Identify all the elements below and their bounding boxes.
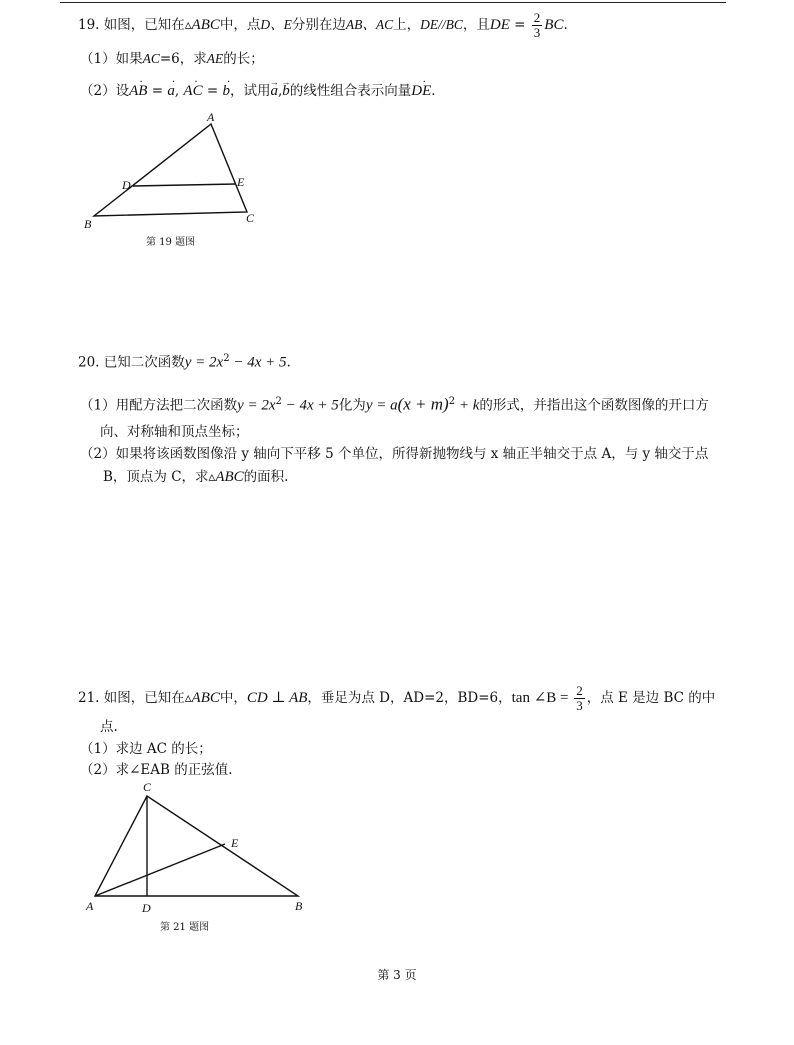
q19-part1: （1）如果AC=6，求AE的长；: [80, 51, 264, 67]
q19-triangle-figure: [80, 112, 270, 237]
q19-label-d: D: [122, 178, 131, 192]
q21-part1: （1）求边 AC 的长；: [80, 741, 212, 757]
q21-stem: 21. 如图，已知在▵ABC中，CD ⊥ AB，垂足为点 D，AD=2，BD=6，tan ∠B = $\frac{2}{3}$ ，点 E 是边 BC 的中: [78, 683, 716, 713]
q19-triangle-abc: [94, 124, 247, 216]
q21-label-c: C: [143, 780, 152, 794]
q21-stem-cont: 点.: [100, 719, 118, 735]
q19-segment-de: [133, 184, 236, 186]
page-number: 第 3 页: [377, 968, 417, 982]
q19-label-a: A: [207, 110, 215, 124]
q20-part1: （1）用配方法把二次函数$y = 2x^2 - 4x + 5$化为$y = a(x + m)^2 + k$的形式，并指出这个函数图像的开口方: [80, 394, 709, 414]
q21-caption: 第 21 题图: [160, 922, 210, 933]
q20-stem: 20. 已知二次函数$y = 2x^2 - 4x + 5$.: [78, 353, 291, 371]
q19-caption: 第 19 题图: [146, 237, 196, 248]
q20-part1-cont: 向、对称轴和顶点坐标；: [100, 424, 249, 440]
q20-part2-cont: B，顶点为 C，求▵ABC的面积.: [103, 469, 289, 485]
q19-fraction: $\frac{2}{3}$: [533, 10, 541, 40]
q20-part2: （2）如果将该函数图像沿 y 轴向下平移 5 个单位，所得新抛物线与 x 轴正半轴交于点 A，与 y 轴交于点: [80, 446, 709, 462]
q21-label-a: A: [86, 899, 94, 913]
q21-triangle-figure: [80, 780, 320, 920]
q19-stem: 19. 如图，已知在▵ABC中，点D、E分别在边AB、AC上，DE//BC，且DE = $\frac{2}{3}$ BC.: [78, 10, 568, 40]
top-rule: [60, 2, 726, 3]
q21-segment-ae: [95, 844, 225, 896]
q19-part2: （2）设· AB = · a, · AC = · b，试用→ a,→ b的线性组合表示向量· DE.: [80, 82, 436, 100]
q19-label-e: E: [237, 175, 245, 189]
q21-label-b: B: [295, 899, 303, 913]
q19-label-c: C: [246, 211, 255, 225]
q21-fraction: $\frac{2}{3}$: [576, 683, 583, 713]
q19-label-b: B: [84, 217, 92, 231]
q21-label-e: E: [231, 836, 239, 850]
q21-triangle-abc: [95, 796, 298, 896]
q21-label-d: D: [142, 901, 151, 915]
q21-part2: （2）求∠EAB 的正弦值.: [80, 762, 233, 778]
